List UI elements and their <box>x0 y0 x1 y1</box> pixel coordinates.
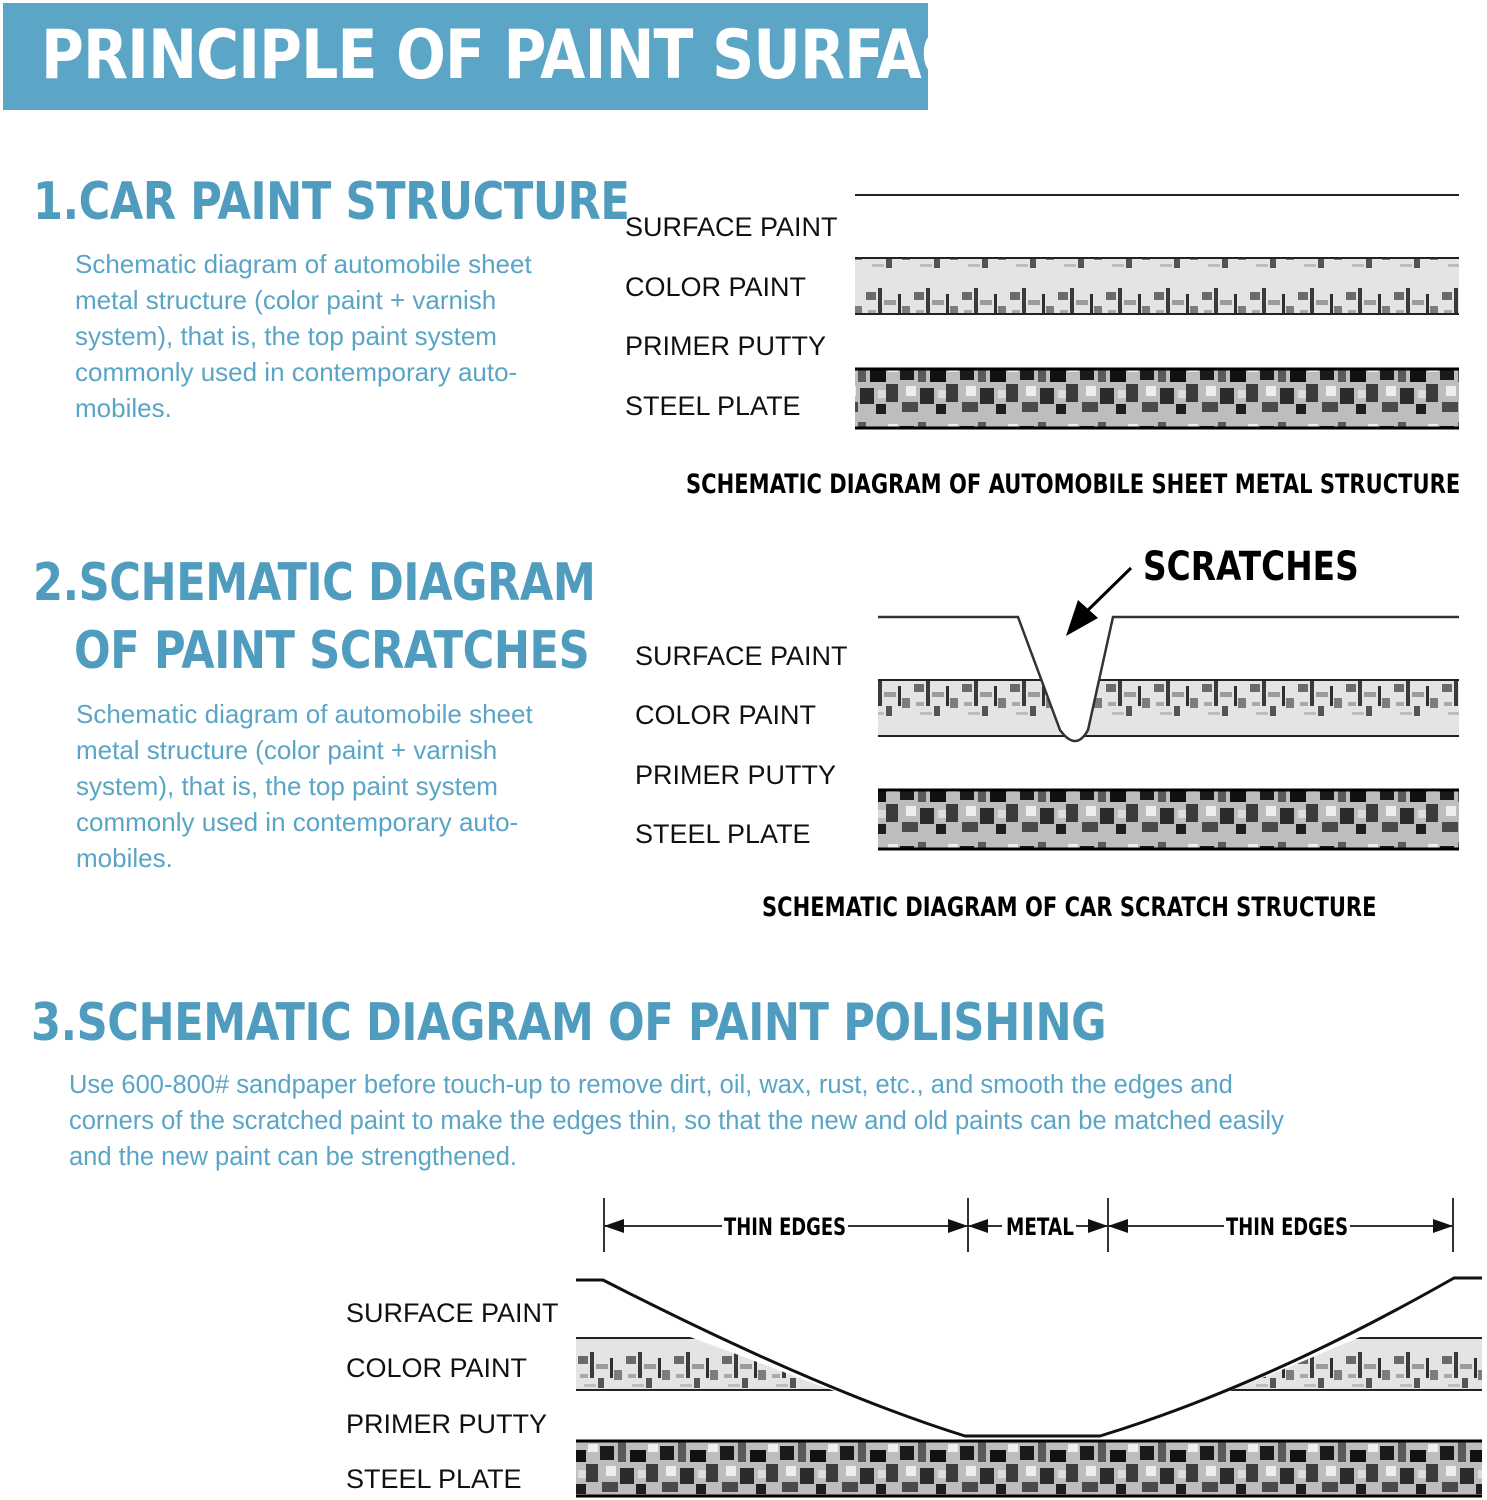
s3-steel-plate-layer <box>576 1440 1482 1496</box>
banner-title: PRINCIPLE OF PAINT SURFACE <box>41 16 1003 95</box>
s2-caption: SCHEMATIC DIAGRAM OF CAR SCRATCH STRUCTURE <box>762 892 1377 923</box>
section3-title: 3.SCHEMATIC DIAGRAM OF PAINT POLISHING <box>31 993 1107 1053</box>
s3-label-steel-plate: STEEL PLATE <box>346 1464 522 1494</box>
s2-color-paint-layer <box>878 680 1459 736</box>
section1-title: 1.CAR PAINT STRUCTURE <box>33 172 630 232</box>
s1-caption: SCHEMATIC DIAGRAM OF AUTOMOBILE SHEET METAL STRUCTURE <box>686 469 1461 500</box>
scratches-label: SCRATCHES <box>1143 544 1359 590</box>
section3-description: Use 600-800# sandpaper before touch-up to remove dirt, oil, wax, rust, etc., and smooth the edges and corners of the scratched paint to make the edges thin, so that the new and old paints can be matched easily and the new paint can be strengthened. <box>69 1071 1284 1171</box>
section1-description: Schematic diagram of automobile sheet metal structure (color paint + varnish system), that is, the top paint system commonly used in contemporary auto- mobiles. <box>75 249 532 423</box>
s1-color-paint-layer <box>855 258 1459 314</box>
s1-label-surface-paint: SURFACE PAINT <box>625 212 838 242</box>
s1-label-color-paint: COLOR PAINT <box>625 272 807 302</box>
s1-label-primer-putty: PRIMER PUTTY <box>625 331 827 361</box>
s1-label-steel-plate: STEEL PLATE <box>625 391 801 421</box>
dim-thin-edges-right: THIN EDGES <box>1226 1213 1348 1241</box>
s3-label-surface-paint: SURFACE PAINT <box>346 1298 559 1328</box>
section2-title-line2: OF PAINT SCRATCHES <box>74 621 590 681</box>
s2-surface-line <box>878 617 1459 741</box>
dim-metal: METAL <box>1006 1213 1074 1241</box>
dim-thin-edges-left: THIN EDGES <box>724 1213 846 1241</box>
title-banner <box>3 3 1003 110</box>
s3-polished-surface-curve <box>576 1278 1482 1436</box>
scratch-groove <box>1018 617 1113 741</box>
section2-description: Schematic diagram of automobile sheet metal structure (color paint + varnish system), that is, the top paint system commonly used in contemporary auto- mobiles. <box>76 699 533 873</box>
s2-label-steel-plate: STEEL PLATE <box>635 819 811 849</box>
s3-color-paint-layer <box>576 1338 1482 1390</box>
scratch-arrow-icon <box>1066 568 1131 636</box>
dimension-lines <box>604 1198 1453 1252</box>
s2-label-surface-paint: SURFACE PAINT <box>635 641 848 671</box>
s1-steel-plate-layer <box>855 368 1459 428</box>
s3-label-primer-putty: PRIMER PUTTY <box>346 1409 548 1439</box>
s2-label-primer-putty: PRIMER PUTTY <box>635 760 837 790</box>
s2-label-color-paint: COLOR PAINT <box>635 700 817 730</box>
s3-label-color-paint: COLOR PAINT <box>346 1353 528 1383</box>
s2-steel-plate-layer <box>878 789 1459 849</box>
section2-title-line1: 2.SCHEMATIC DIAGRAM <box>33 553 596 613</box>
